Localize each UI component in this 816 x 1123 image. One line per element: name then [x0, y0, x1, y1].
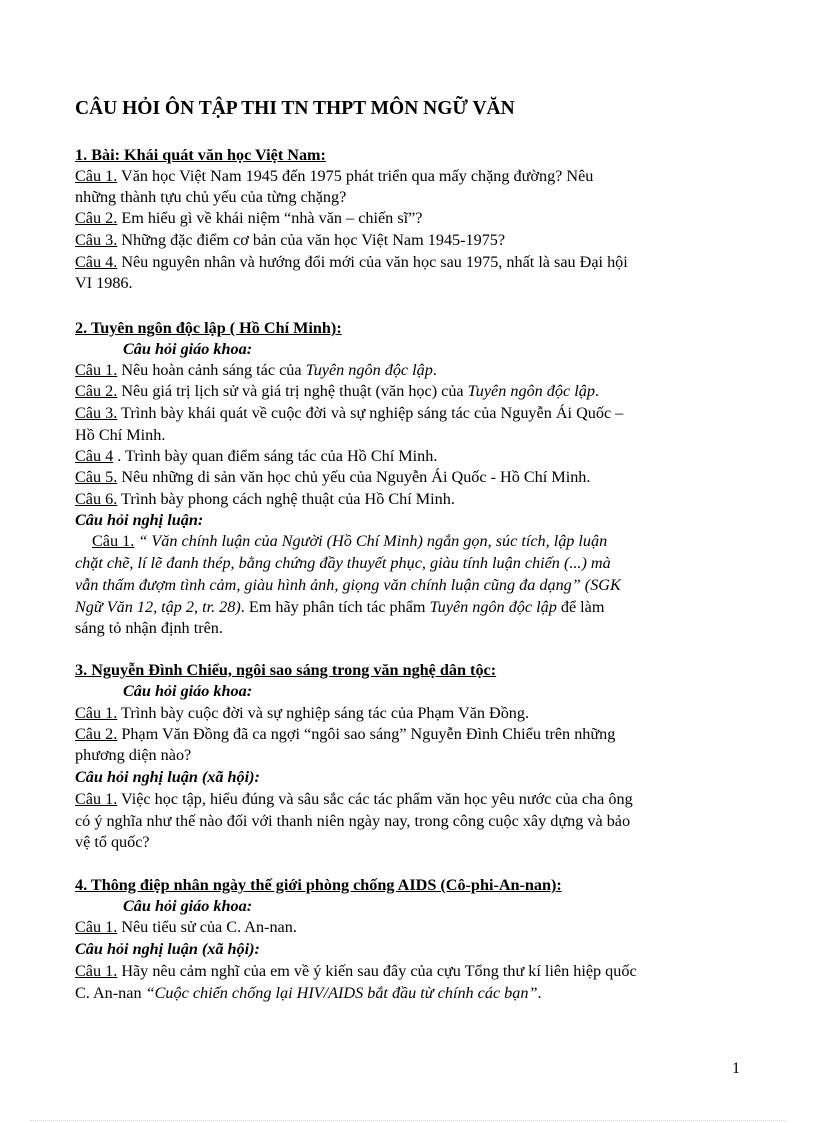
- s2-question-3: [75, 403, 623, 423]
- section-4-heading: 4. Thông điệp nhân ngày thế giới phòng chống AIDS (Cô-phi-An-nan):: [75, 876, 562, 894]
- question-label: Câu 1.: [75, 704, 118, 722]
- question-text: Trình bày khái quát về cuộc đời và sự nghiệp sáng tác của Nguyễn Ái Quốc –: [117, 404, 624, 422]
- question-text: Em hiểu gì về khái niệm “nhà văn – chiến sĩ”?: [117, 209, 423, 227]
- s2-subheading-essay: Câu hỏi nghị luận:: [75, 511, 204, 529]
- s4-subheading-textbook: Câu hỏi giáo khoa:: [123, 897, 253, 915]
- question-text: C. An-nan: [75, 984, 146, 1002]
- question-label: Câu 1.: [75, 918, 118, 936]
- quote-text: “Cuộc chiến chống lại HIV/AIDS bắt đầu từ chính các bạn”: [145, 984, 538, 1002]
- s3-essay-1: [75, 789, 633, 809]
- question-label: Câu 1.: [75, 962, 118, 980]
- question-label: Câu 6.: [75, 490, 118, 508]
- question-label: Câu 2.: [75, 209, 118, 227]
- question-label: Câu 1.: [75, 790, 118, 808]
- question-text: Nêu nguyên nhân và hướng đổi mới của văn học sau 1975, nhất là sau Đại hội: [117, 253, 628, 271]
- s2-subheading-textbook: Câu hỏi giáo khoa:: [123, 340, 253, 358]
- question-text: Phạm Văn Đồng đã ca ngợi “ngôi sao sáng” Nguyễn Đình Chiểu trên những: [117, 725, 616, 743]
- question-label: Câu 2.: [75, 382, 118, 400]
- work-title: Tuyên ngôn độc lập: [305, 361, 433, 379]
- question-text: Hãy nêu cảm nghĩ của em về ý kiến sau đây của cựu Tổng thư kí liên hiệp quốc: [117, 962, 637, 980]
- s3-subheading-textbook: Câu hỏi giáo khoa:: [123, 682, 253, 700]
- s2-essay-1: [92, 531, 607, 551]
- s2-question-4: [75, 446, 437, 466]
- s3-essay-1-line-3: vệ tổ quốc?: [75, 833, 150, 851]
- s2-question-3-cont: Hồ Chí Minh.: [75, 426, 166, 444]
- question-text: Trình bày cuộc đời và sự nghiệp sáng tác của Phạm Văn Đồng.: [117, 704, 530, 722]
- question-text: để làm: [556, 598, 605, 616]
- s3-essay-1-line-2: có ý nghĩa như thế nào đối với thanh niên ngày nay, trong công cuộc xây dựng và bảo: [75, 812, 631, 830]
- s3-subheading-essay: Câu hỏi nghị luận (xã hội):: [75, 768, 260, 786]
- s1-question-3: [75, 230, 505, 250]
- citation: Ngữ Văn 12, tập 2, tr. 28): [75, 598, 241, 616]
- question-text: Nêu những di sản văn học chủ yếu của Nguyễn Ái Quốc - Hồ Chí Minh.: [117, 468, 591, 486]
- s1-question-4: [75, 252, 628, 272]
- s3-question-2: [75, 724, 615, 744]
- s2-question-5: [75, 467, 590, 487]
- document-title: CÂU HỎI ÔN TẬP THI TN THPT MÔN NGỮ VĂN: [75, 98, 515, 119]
- s4-essay-1: [75, 961, 637, 981]
- s3-question-2-cont: phương diện nào?: [75, 746, 192, 764]
- question-label: Câu 1.: [92, 532, 135, 550]
- quote-text: “ Văn chính luận của Người (Hồ Chí Minh) ngắn gọn, súc tích, lập luận: [134, 532, 608, 550]
- s2-essay-1-line-3: vẫn thấm đượm tình cảm, giàu hình ảnh, giọng văn chính luận cũng đa dạng” (SGK: [75, 576, 621, 594]
- question-label: Câu 4.: [75, 253, 118, 271]
- question-end: .: [594, 382, 599, 400]
- s4-subheading-essay: Câu hỏi nghị luận (xã hội):: [75, 940, 260, 958]
- question-text: . Trình bày quan điểm sáng tác của Hồ Chí Minh.: [113, 447, 438, 465]
- s4-essay-1-line-2: [75, 983, 542, 1003]
- question-label: Câu 1.: [75, 167, 118, 185]
- section-2-heading: 2. Tuyên ngôn độc lập ( Hồ Chí Minh):: [75, 319, 342, 337]
- question-text: Nêu hoàn cảnh sáng tác của: [117, 361, 306, 379]
- work-title: Tuyên ngôn độc lập: [429, 598, 557, 616]
- s2-question-2: [75, 381, 599, 401]
- s2-essay-1-line-5: sáng tỏ nhận định trên.: [75, 619, 223, 637]
- section-3-heading: 3. Nguyễn Đình Chiểu, ngôi sao sáng trong văn nghệ dân tộc:: [75, 661, 497, 679]
- question-text: . Em hãy phân tích tác phẩm: [240, 598, 430, 616]
- question-text: Nêu giá trị lịch sử và giá trị nghệ thuật (văn học) của: [117, 382, 468, 400]
- s4-question-1: [75, 917, 297, 937]
- question-text: Những đặc điểm cơ bản của văn học Việt Nam 1945-1975?: [117, 231, 506, 249]
- s2-question-6: [75, 489, 455, 509]
- s1-question-4-cont: VI 1986.: [75, 274, 133, 292]
- question-label: Câu 3.: [75, 231, 118, 249]
- s1-question-1-cont: những thành tựu chủ yếu của từng chặng?: [75, 188, 347, 206]
- question-text: Văn học Việt Nam 1945 đến 1975 phát triển qua mấy chặng đường? Nêu: [117, 167, 594, 185]
- question-end: .: [432, 361, 437, 379]
- question-end: .: [537, 984, 542, 1002]
- question-text: Việc học tập, hiểu đúng và sâu sắc các tác phẩm văn học yêu nước của cha ông: [117, 790, 633, 808]
- question-label: Câu 1.: [75, 361, 118, 379]
- question-label: Câu 5.: [75, 468, 118, 486]
- s3-question-1: [75, 703, 529, 723]
- s1-question-2: [75, 208, 422, 228]
- work-title: Tuyên ngôn độc lập: [467, 382, 595, 400]
- question-label: Câu 4: [75, 447, 114, 465]
- question-text: Trình bày phong cách nghệ thuật của Hồ Chí Minh.: [117, 490, 455, 508]
- s2-essay-1-line-4: [75, 597, 604, 617]
- s2-essay-1-line-2: chặt chẽ, lí lẽ đanh thép, bằng chứng đầy thuyết phục, giàu tính luận chiến (...) mà: [75, 554, 611, 572]
- question-label: Câu 2.: [75, 725, 118, 743]
- page-number: 1: [732, 1060, 740, 1077]
- question-label: Câu 3.: [75, 404, 118, 422]
- s2-question-1: [75, 360, 437, 380]
- page-bottom-divider: [30, 1120, 786, 1121]
- section-1-heading: 1. Bài: Khái quát văn học Việt Nam:: [75, 146, 326, 164]
- question-text: Nêu tiểu sử của C. An-nan.: [117, 918, 297, 936]
- s1-question-1: [75, 166, 593, 186]
